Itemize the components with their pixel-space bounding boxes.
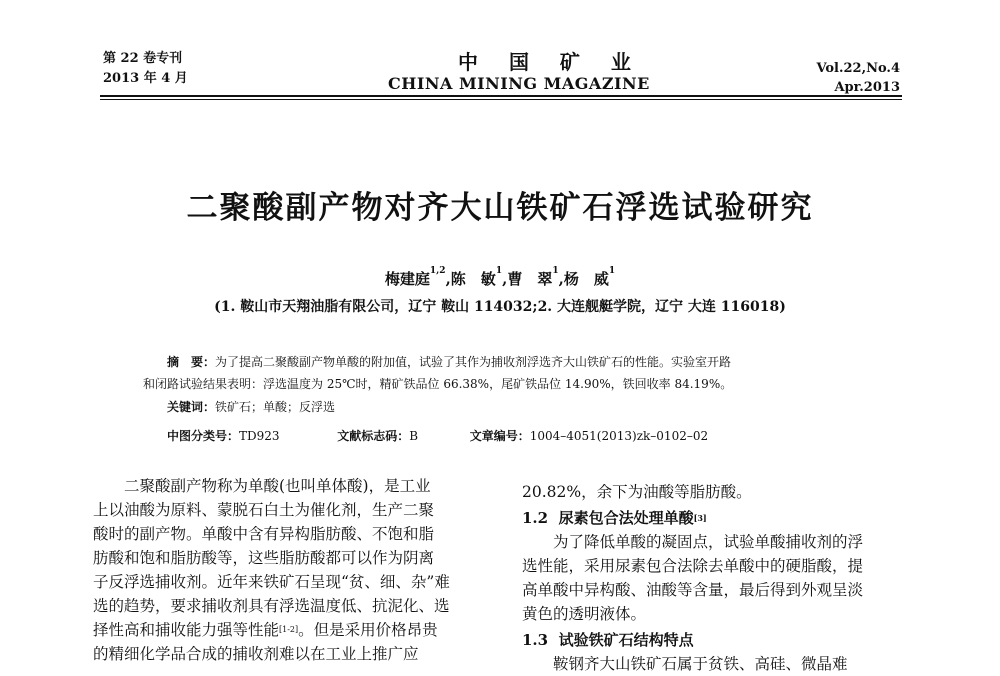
abstract-line-1 [167,353,887,372]
abstract-label: 摘 要： [167,355,216,369]
left-line-7-tail: 。但是采用价格昂贵 [298,621,438,639]
right-line-6: 黄色的透明液体。 [522,605,647,623]
right-line-4: 选性能，采用尿素包合法除去单酸中的硬脂酸，提 [522,557,864,575]
header-rule-thick [100,95,902,97]
citation-ref: [1-2] [279,625,299,634]
author-3-affil: 1 [552,266,559,276]
right-line-8: 鞍钢齐大山铁矿石属于贫铁、高硅、微晶难 [553,655,848,673]
section-1-3-title: 试验铁矿石结构特点 [558,631,694,649]
right-line-1: 20.82%，余下为油酸等脂肪酸。 [522,483,752,501]
journal-name-cn: 中 国 矿 业 [458,50,643,74]
right-line-5: 高单酸中异构酸、油酸等含量，最后得到外观呈淡 [522,581,864,599]
keywords-text: 铁矿石；单酸；反浮选 [215,400,336,414]
abstract-text-2: 和闭路试验结果表明：浮选温度为 25℃时，精矿铁品位 66.38%，尾矿铁品位 14.90%，铁回收率 84.19%。 [143,377,733,391]
class-label: 中图分类号： [167,429,240,443]
date-en: Apr.2013 [834,80,900,95]
class-value: TD923 [239,429,280,443]
volume-en: Vol.22,No.4 [816,61,900,76]
doc-code-value: B [409,429,419,443]
left-line-5: 子反浮选捕收剂。近年来铁矿石呈现“贫、细、杂”难 [93,573,450,591]
author-4-affil: 1 [608,266,616,276]
paper-title: 二聚酸副产物对齐大山铁矿石浮选试验研究 [186,190,814,226]
date-cn: 2013 年 4 月 [103,71,188,86]
doc-code-label: 文献标志码： [337,429,410,443]
left-line-7 [93,618,498,642]
journal-name-en: CHINA MINING MAGAZINE [388,74,650,93]
section-1-2-heading [522,506,910,530]
classification-line [167,427,708,446]
section-1-3-number: 1.3 [522,631,549,649]
author-1-affil: 1,2 [429,266,446,276]
right-line-3: 为了降低单酸的凝固点，试验单酸捕收剂的浮 [553,533,864,551]
keywords-label: 关键词： [167,400,216,414]
left-line-1: 二聚酸副产物称为单酸(也叫单体酸)，是工业 [124,477,431,495]
section-1-3-heading [522,628,910,652]
author-4: 杨 威 [563,270,609,288]
section-1-2-ref: [3] [693,513,707,523]
header-rule-thin [100,99,902,100]
keywords-line [167,398,335,417]
section-1-2-number: 1.2 [522,509,549,527]
article-no-value: 1004–4051(2013)zk–0102–02 [529,429,709,443]
left-line-8: 的精细化学品合成的捕收剂难以在工业上推广应 [93,645,419,663]
left-line-3: 酸时的副产物。单酸中含有异构脂肪酸、不饱和脂 [93,525,435,543]
affiliation: (1. 鞍山市天翔油脂有限公司，辽宁 鞍山 114032;2. 大连舰艇学院，辽宁 大连 116018) [214,299,786,315]
left-line-4: 肪酸和饱和脂肪酸等，这些脂肪酸都可以作为阴离 [93,549,435,567]
article-no-label: 文章编号： [469,429,530,443]
left-line-7-text: 择性高和捕收能力强等性能 [93,621,280,639]
section-1-2-title: 尿素包合法处理单酸 [558,509,694,527]
volume-cn: 第 22 卷专刊 [103,51,183,66]
left-line-2: 上以油酸为原料、蒙脱石白土为催化剂，生产二聚 [93,501,435,519]
author-1: 梅建庭 [384,270,430,288]
left-column [93,474,498,666]
left-line-6: 选的趋势，要求捕收剂具有浮选温度低、抗泥化、选 [93,597,450,615]
author-2-affil: 1 [495,266,503,276]
right-column [522,480,910,676]
author-2: 陈 敏 [450,270,496,288]
author-list: 梅建庭$^{1,2}$,陈 敏$^1$,曹 翠$^1$,杨 威$^1$ [384,266,616,288]
author-3: 曹 翠 [507,270,553,288]
abstract-text-1: 为了提高二聚酸副产物单酸的附加值，试验了其作为捕收剂浮选齐大山铁矿石的性能。实验室开路 [215,355,732,369]
